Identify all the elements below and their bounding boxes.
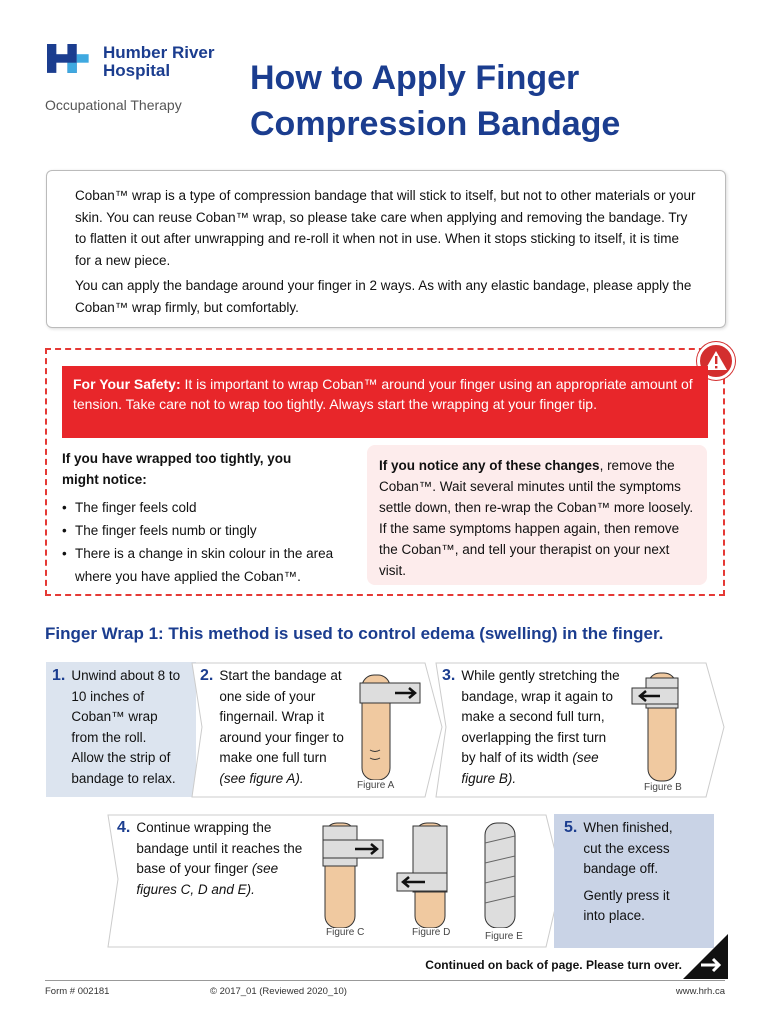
figure-c-label: Figure C bbox=[326, 927, 365, 938]
section-title: Finger Wrap 1: This method is used to control edema (swelling) in the finger. bbox=[45, 624, 664, 643]
figure-b-label: Figure B bbox=[644, 782, 682, 793]
figure-e-icon bbox=[475, 818, 530, 928]
intro-paragraph-1: Coban™ wrap is a type of compression bandage that will stick to itself, but not to other materials or your skin. You can reuse Coban™ wrap, so please take care when applying and removing the bandage. Try to flatten it out after unwrapping and re-roll it when not in use. When it stops sticking to itself, it is time for a new piece. bbox=[75, 188, 696, 268]
turn-page-icon bbox=[683, 934, 728, 979]
step-2: 2. Start the bandage at one side of your fingernail. Wrap it around your finger to make one full turn (see figure A). bbox=[200, 667, 344, 786]
footer-divider bbox=[45, 980, 725, 981]
page-title: How to Apply Finger Compression Bandage bbox=[250, 59, 621, 143]
step-4: 4. Continue wrapping the bandage until it reaches the base of your finger (see figures C, D and E). bbox=[117, 819, 303, 897]
list-item: • There is a change in skin colour in the area where you have applied the Coban™. bbox=[62, 542, 362, 588]
figure-a-label: Figure A bbox=[357, 780, 395, 791]
list-item: • The finger feels numb or tingly bbox=[62, 519, 362, 542]
symptoms-heading: If you have wrapped too tightly, you might notice: bbox=[62, 451, 292, 487]
list-item: • The finger feels cold bbox=[62, 496, 362, 519]
continued-note: Continued on back of page. Please turn over. bbox=[425, 958, 682, 972]
hospital-logo-icon bbox=[45, 44, 100, 78]
figure-c-icon bbox=[315, 818, 395, 928]
form-number: Form # 002181 bbox=[45, 986, 110, 997]
step-1: 1. Unwind about 8 to 10 inches of Coban™ wrap from the roll. Allow the strip of bandage to relax. bbox=[46, 662, 196, 797]
figure-e-label: Figure E bbox=[485, 931, 523, 942]
step-5: 5. When finished, cut the excess bandage off. Gently press it into place. bbox=[554, 814, 714, 948]
step-3: 3. While gently stretching the bandage, wrap it again to make a second full turn, overlapping the first turn by half of its width (see figure B). bbox=[442, 667, 620, 786]
website-link[interactable]: www.hrh.ca bbox=[675, 986, 725, 997]
intro-paragraph-2: You can apply the bandage around your finger in 2 ways. As with any elastic bandage, please apply the Coban™ wrap firmly, but comfortably. bbox=[75, 278, 692, 315]
figure-d-icon bbox=[395, 818, 465, 928]
changes-box: If you notice any of these changes, remove the Coban™. Wait several minutes until the symptoms settle down, then re-wrap the Coban™ more loosely. If the same symptoms happen again, then remove the Coban™, and tell your therapist on your next visit. bbox=[367, 445, 707, 585]
tight-symptoms bbox=[62, 448, 362, 588]
figure-a-icon bbox=[355, 665, 430, 780]
department-label: Occupational Therapy bbox=[45, 97, 182, 113]
copyright: © 2017_01 (Reviewed 2020_10) bbox=[210, 986, 347, 997]
figure-b-icon bbox=[630, 668, 695, 783]
figure-d-label: Figure D bbox=[412, 927, 451, 938]
intro-box bbox=[46, 170, 726, 328]
hospital-name: Humber River Hospital bbox=[103, 43, 215, 80]
safety-banner: For Your Safety: It is important to wrap Coban™ around your finger using an appropriate amount of tension. Take care not to wrap too tightly. Always start the wrapping at your finger tip. bbox=[62, 366, 708, 438]
